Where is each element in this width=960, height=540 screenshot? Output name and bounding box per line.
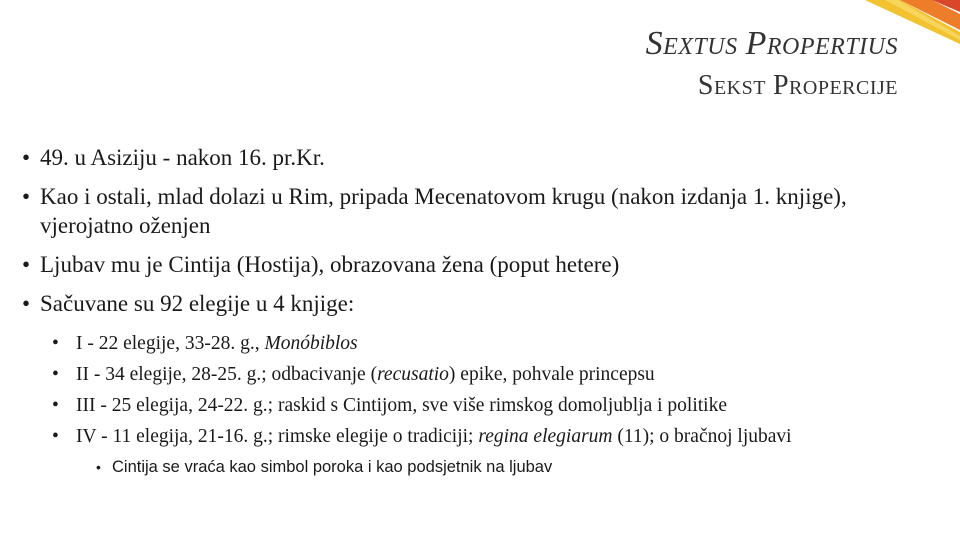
bullet-item: [22, 250, 942, 279]
title-croatian-rest-1: EKST: [713, 77, 766, 99]
book-text: IV - 11 elegija, 21-16. g.; rimske elegije o tradiciji;: [76, 426, 479, 447]
title-latin-rest-1: EXTUS: [663, 34, 738, 60]
books-list: [52, 332, 942, 448]
book-item-4: [52, 425, 942, 448]
book-item-3: [52, 394, 942, 417]
title-latin-rest-2: ROPERTIUS: [766, 34, 898, 60]
book-item-2: [52, 363, 942, 386]
book-term-italic: regina elegiarum: [478, 426, 613, 447]
book-text: I - 22 elegije, 33-28. g.,: [76, 333, 265, 354]
bullet-icon: •: [52, 426, 59, 447]
title-croatian-rest-2: ROPERCIJE: [789, 77, 898, 99]
bullet-text: Ljubav mu je Cintija (Hostija), obrazovana žena (poput hetere): [40, 252, 620, 277]
bullet-icon: •: [96, 459, 101, 475]
title-latin: [646, 22, 898, 69]
title-croatian-cap-1: S: [697, 70, 714, 101]
title-croatian: [646, 69, 898, 105]
slide-title: [646, 22, 898, 105]
book-item-1: [52, 332, 942, 355]
book-text-end: ) epike, pohvale princepsu: [448, 364, 655, 385]
bullet-text: Kao i ostali, mlad dolazi u Rim, pripada Mecenatovom krugu (nakon izdanja 1. knjige), vjerojatno oženjen: [40, 184, 847, 238]
bullet-icon: •: [22, 252, 31, 277]
bullet-icon: •: [22, 145, 31, 170]
bullet-item: [22, 182, 942, 240]
bullet-icon: •: [52, 333, 59, 354]
bullet-item: [22, 289, 942, 318]
title-croatian-cap-2: P: [772, 70, 790, 101]
title-latin-cap-2: P: [745, 25, 767, 62]
bullet-icon: •: [22, 291, 31, 316]
slide-content: [22, 143, 942, 478]
sub-bullet-item: [96, 456, 942, 478]
book-text-end: (11); o bračnoj ljubavi: [612, 426, 792, 447]
book-title-italic: Monóbiblos: [264, 333, 358, 354]
book-text: III - 25 elegija, 24-22. g.; raskid s Cintijom, sve više rimskog domoljublja i politike: [76, 395, 728, 416]
bullet-item: [22, 143, 942, 172]
bullet-text: Sačuvane su 92 elegije u 4 knjige:: [40, 291, 355, 316]
bullet-icon: •: [22, 184, 31, 209]
book-text: II - 34 elegije, 28-25. g.; odbacivanje (: [76, 364, 378, 385]
sub-bullet-text: Cintija se vraća kao simbol poroka i kao podsjetnik na ljubav: [112, 458, 553, 476]
bullet-icon: •: [52, 395, 59, 416]
book-term-italic: recusatio: [377, 364, 449, 385]
title-latin-cap-1: S: [645, 25, 664, 62]
bullet-icon: •: [52, 364, 59, 385]
bullet-text: 49. u Asiziju - nakon 16. pr.Kr.: [40, 145, 325, 170]
